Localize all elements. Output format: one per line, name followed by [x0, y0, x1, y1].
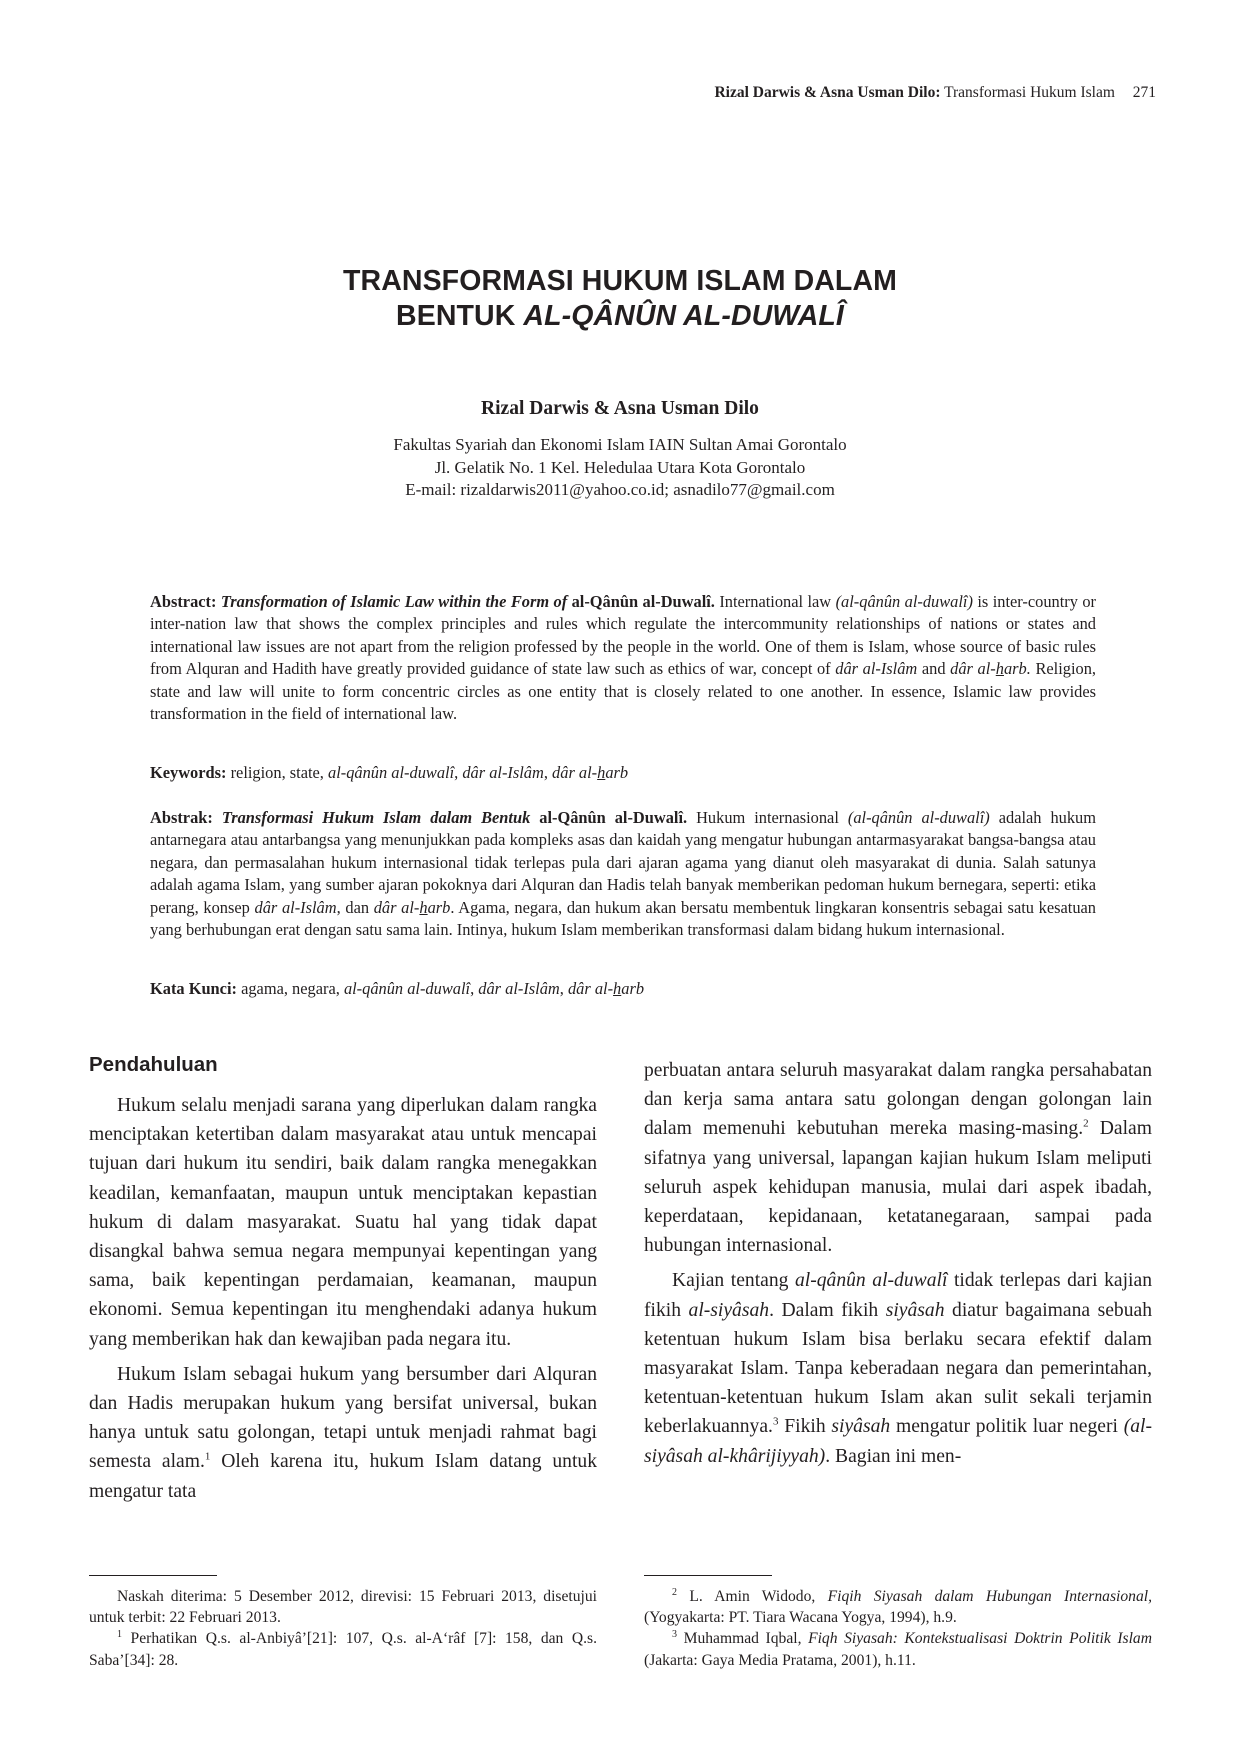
keyword: dâr al-Islâm: [478, 979, 560, 998]
author-names: Rizal Darwis & Asna Usman Dilo: [481, 398, 759, 419]
affiliation-line-1: Fakultas Syariah dan Ekonomi Islam IAIN Sultan Amai Gorontalo: [393, 435, 847, 454]
keyword: dâr al-harb: [567, 979, 645, 998]
received-note: Naskah diterima: 5 Desember 2012, direvisi: 15 Februari 2013, disetujui untuk terbit: 22 Februari 2013.: [89, 1588, 597, 1627]
abstrak-text: Hukum internasional: [696, 808, 839, 827]
body-column-right: [644, 1056, 1152, 1471]
title-line-2-italic: AL-QÂNÛN AL-DUWALÎ: [523, 300, 844, 332]
body-paragraph: Hukum Islam sebagai hukum yang bersumber dari Alquran dan Hadis merupakan hukum yang bersifat universal, bukan hanya untuk satu golongan, tetapi untuk menjadi rahmat bagi semesta alam.$^1$ Oleh karena itu, hukum Islam datang untuk mengatur tata: [89, 1363, 598, 1502]
abstract-english: [150, 591, 1096, 725]
abstract-term: dâr al-harb.: [950, 659, 1031, 679]
title-line-2: [0, 299, 1240, 334]
keyword: dâr al-Islâm: [462, 763, 544, 782]
keyword: al-qânûn al-duwalî: [343, 979, 471, 998]
keywords-english: Keywords: religion, state, al-qânûn al-duwalî, dâr al-Islâm, dâr al-harb: [150, 763, 629, 782]
title-line-1: TRANSFORMASI HUKUM ISLAM DALAM: [343, 265, 897, 297]
abstrak-text: adalah hukum antarnegara atau antarbangsa yang menunjukkan pada kompleks asas dan kaidah yang mengatur hubungan antarmasyarakat bangsa-bangsa atau negara, dan permasalahan hukum internasional tidak terlepas pula dari ajaran agama yang dianut oleh masyarakat di dunia. Salah satunya adalah agama Islam, yang sumber ajaran pokoknya dari Alquran dan Hadis telah banyak memberikan pedoman hukum bernegara, seperti: etika perang, konsep: [150, 808, 1096, 917]
footnote-1: $^1$ Perhatikan Q.s. al-Anbiyâ’[21]: 107, Q.s. al-A‘râf [7]: 158, dan Q.s. Saba’[34]: 28.: [89, 1629, 597, 1669]
keywords-text: religion, state,: [230, 763, 324, 782]
footnote-ref: 1: [204, 1450, 211, 1463]
abstrak-text: , dan: [336, 897, 370, 917]
abstract-text: is inter-country or inter-nation law that shows the complex principles and rules which regulate the intercommunity relationships of nations or states and international law issues are not apart from the religion professed by the people in the world. One of them is Islam, whose source of basic rules from Alquran and Hadith have greatly provided guidance of state law such as ethics of war, concept of: [150, 592, 1096, 679]
kata-kunci-label: Kata Kunci:: [150, 979, 237, 998]
running-head-title: Transformasi Hukum Islam: [944, 84, 1115, 101]
keyword: al-qânûn al-duwalî: [328, 763, 455, 782]
abstrak-text: . Agama, negara, dan hukum akan bersatu membentuk lingkaran konsentris sebagai satu kesatuan yang berhubungan erat dengan satu sama lain. Intinya, hukum Islam memberikan transformasi dalam bidang hukum internasional.: [150, 897, 1096, 940]
abstrak-title-italic: Transformasi Hukum Islam dalam Bentuk: [221, 808, 531, 827]
affiliation-line-2: Jl. Gelatik No. 1 Kel. Heledulaa Utara Kota Gorontalo: [434, 457, 806, 477]
footnote-ref: 2: [1083, 1117, 1089, 1130]
abstrak-term: (al-qânûn al-duwalî): [847, 808, 990, 827]
affiliation: [0, 434, 1240, 502]
abstract-text: and: [921, 659, 946, 679]
body-paragraph: perbuatan antara seluruh masyarakat dalam rangka persahabatan dan kerja sama antara satu golongan dengan golongan lain dalam memenuhi kebutuhan mereka masing-masing.$^2$ Dalam sifatnya yang universal, lapangan kajian hukum Islam meliputi seluruh aspek kehidupan manusia, mulai dari aspek ibadah, keperdataan, kepidanaan, ketatanegaraan, sampai pada hubungan internasional.: [644, 1060, 1152, 1257]
footnote-3: $^3$ Muhammad Iqbal, Fiqh Siyasah: Kontekstualisasi Doktrin Politik Islam (Jakarta: Gaya Media Pratama, 2001), h.11.: [644, 1629, 1152, 1669]
keywords-text: agama, negara,: [241, 979, 340, 998]
section-heading: Pendahuluan: [89, 1053, 218, 1076]
abstrak-label: Abstrak:: [150, 808, 213, 827]
abstract-text: Religion, state and law will unite to form concentric circles as one entity that is closely related to one another. In essence, Islamic law provides transformation in the field of international law.: [150, 659, 1096, 724]
abstract-text: International law: [719, 592, 832, 611]
body-paragraph: Kajian tentang al-qânûn al-duwalî tidak terlepas dari kajian fikih al-siyâsah. Dalam fikih siyâsah diatur bagaimana sebuah ketentuan hukum Islam bisa berlaku secara efektif dalam masyarakat Islam. Tanpa keberadaan negara dan pemerintahan, ketentuan-ketentuan hukum Islam akan sulit sekali terjamin keberlakuannya.$^3$ Fikih siyâsah mengatur politik luar negeri (al-siyâsah al-khârijiyyah). Bagian ini men-: [644, 1270, 1153, 1467]
footnote-rule: [644, 1575, 772, 1576]
footnote-rule: [89, 1575, 217, 1576]
footnote-ref: 3: [772, 1415, 779, 1428]
abstract-label: Abstract:: [150, 592, 217, 611]
keyword: dâr al-harb: [552, 763, 629, 782]
abstract-term: (al-qânûn al-duwalî): [835, 592, 973, 611]
body-paragraph: Hukum selalu menjadi sarana yang diperlukan dalam rangka menciptakan ketertiban dalam masyarakat atau untuk mencapai tujuan dari hukum itu sendiri, baik dalam rangka menegakkan keadilan, kemanfaatan, maupun untuk menciptakan kepastian hukum di dalam masyarakat. Suatu hal yang tidak dapat disangkal bahwa semua negara mempunyai kepentingan yang sama, baik kepentingan perdamaian, keamanan, maupun ekonomi. Semua kepentingan itu menghendaki adanya hukum yang memberikan hak dan kewajiban pada negara itu.: [89, 1095, 597, 1350]
abstract-title-bold: al-Qânûn al-Duwalî.: [571, 592, 715, 611]
paper-title: [0, 264, 1240, 334]
footnote-2: $^2$ L. Amin Widodo, Fiqih Siyasah dalam Hubungan Internasional, (Yogyakarta: PT. Tiara Wacana Yogya, 1994), h.9.: [644, 1586, 1152, 1627]
abstract-title-italic: Transformation of Islamic Law within the Form of: [220, 592, 568, 611]
running-head-authors: Rizal Darwis & Asna Usman Dilo:: [714, 84, 941, 101]
abstrak-term: dâr al-Islâm: [254, 897, 337, 917]
keywords-label: Keywords:: [150, 763, 227, 782]
running-head: [714, 84, 1156, 102]
abstrak-title-bold: al-Qânûn al-Duwalî.: [539, 808, 688, 827]
affiliation-email: E-mail: rizaldarwis2011@yahoo.co.id; asnadilo77@gmail.com: [405, 480, 835, 499]
title-line-2-prefix: BENTUK: [396, 300, 524, 332]
page-number: 271: [1132, 84, 1156, 101]
keywords-indonesian: Kata Kunci: agama, negara, al-qânûn al-duwalî, dâr al-Islâm, dâr al-harb: [150, 979, 645, 998]
footnotes-right: [644, 1575, 1152, 1671]
abstrak-term: dâr al-harb: [373, 897, 451, 917]
abstract-indonesian: [150, 807, 1096, 941]
body-column-left: [89, 1053, 598, 1506]
footnotes-left: [89, 1575, 597, 1671]
abstract-term: dâr al-Islâm: [835, 659, 918, 679]
